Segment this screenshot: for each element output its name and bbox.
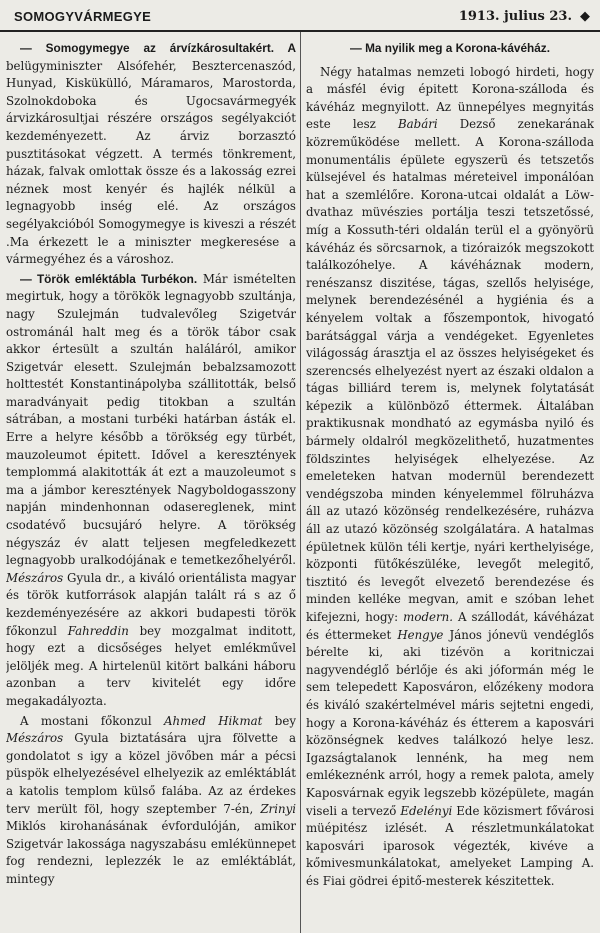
article-body: Már ismételten megirtuk, hogy a törökök legnagyobb szultánja, nagy Szulejmán tudvalevőleg Szigetvár ostrománál halt meg és a török tábor csak akkor értesült a szultán haláláról, amikor Szigetvár elesett. Szulejmán bebalzsamozott holttestét Konstantinápolyba szállitották, belső maradványait pedig titokban a szultán sátrában, a mostani turbéki határban ásták el. Erre a helyre később a törökség egy türbét, mauzoleumot épitett. Idővel a keresztények templommá alakitották át ezt a mauzoleumot s ma a jámbor keresztények Nagyboldogasszony napján mindenhonnan odasereglenek, mint csodatévő bucsujáró helyre. A törökség négyszáz év alatt teljesen megfeledkezett legnagyobb uralkodójának e temetkezőhelyéről. [6,271,296,568]
article-body: A mostani főkonzul [20,713,152,728]
article-heading-line [306,40,594,58]
diamond-icon: ◆ [580,9,590,24]
article-heading: — Ma nyilik meg a Korona-kávéház. [350,41,550,55]
article-paragraph [6,713,296,889]
article-body: belügyminiszter Alsófehér, Besztercenaszód, Hunyad, Kiskükülló, Máramaros, Marostorda, Szolnokdoboka és Ugocsavármegyék árvizkárosultjai részére országos segélyakciót kezdeményezett. Az árviz borzasztó pusztitásokat végzett. A termés tönkrement, házak, falvak omlottak össze és a lakosság ezrei néznek most kenyér és hajlék nélkül a legnagyobb inség elé. Az országos segélyakcióból Somogymegye is kiveszi a részét .Ma érkezett le a miniszter megkeresése a vármegyéhez és a városhoz. [6,58,296,267]
article-body: Gyula biztatására ujra fölvette a gondolatot s igy a közel jövőben már a pécsi püspök elhelyezésével elhelyezik az emléktáblát a katolis templom külső falába. Az az érdekes terv merült föl, hogy szeptember 7-én, [6,731,296,816]
article-heading: — Somogymegye az árvízkárosultakért. A [20,41,296,55]
left-column [6,40,296,933]
person-name: Mészáros [6,570,64,585]
article-heading: — Török emléktábla Turbékon. [20,271,198,286]
person-name: Edelényi [400,803,453,818]
emphasis-word: modern. [403,610,453,624]
page-header [0,0,600,32]
person-name: Zrinyi [260,801,296,816]
article-turkish-plaque [6,271,296,711]
column-divider [300,32,301,933]
article-body: A szállodát, kávéházat és éttermeket [306,610,594,642]
issue-date: 1913. julius 23. [458,9,572,24]
person-name: Fahreddin [67,623,129,638]
article-body: Miklós kirohanásának évfordulóján, amikor Szigetvár lakossága nagyszabásu emlékünnepet fog rendezni, leplezzék le az emléktáblát, mintegy [6,819,296,886]
article-body: János jónevü vendéglős bérelte ki, aki tizévön a koritniczai nagyvendéglő bérlője és aki jóformán még le sem telepedett Kaposváron, előzékeny modora és kiváló szakértelmével máris sejtetni engedi, hogy a Korona-kávéház és étterem a kaposvári közönségnek kedves találkozó helye lesz. Igazságtalanok lennénk, ha meg nem emlékeznénk arról, hogy a remek palota, amely Kaposvárnak egyik legszebb középülete, magán viseli a tervező [306,627,594,818]
right-column [306,40,594,933]
person-name: Mészáros [6,731,64,746]
article-korona-cafe [306,64,594,891]
person-name: Hengye [397,627,444,642]
article-flood-relief [6,40,296,269]
article-body: bey [274,713,296,728]
person-name: Ahmed Hikmat [164,713,263,728]
article-body: Négy hatalmas nemzeti lobogó hirdeti, hogy a másfél évig épitett Korona-szálloda és kávéház megnyilott. Az ünnepélyes megnyitás este lesz [306,64,594,132]
article-body: Dezső zenekarának közreműködése mellett. A Korona-szálloda monumentális épülete egyszerü és tetszetős külsejével és hatalmas méreteivel imponálóan hat a szemlélőre. Korona-utcai oldalát a Löw-dvathaz müvészies portálja teszi tetszetőssé, míg a Kossuth-téri oldalán terül el a gyönyörü kávéház és sörcsarnok, a tizóraizók megszokott találkozóhelye. A kávéháznak modern, renészansz diszitése, tágas, szellős helyisége, melynek berendezésénél a hygiénia és a kényelem voltak a főszempontok, hivogató barátsággal várja a vendégeket. Egyenletes világosság árasztja el az összes helyiségeket és szerencsés elhelyezést nyert az északi oldalon a tágas billiárd terem is, melynek folytatását képezik a különböző éttermek. Általában praktikusnak mondható az egymásba nyiló és bármely oldalról megközelithető, huzatmentes földszintes helyiségek elhelyezése. Az emeleteken hatvan modernül berendezett vendégszoba minden kényelemmel fölruházva áll az utazó közönség rendelkezésére, ruházva áll az utazó közönség szolgálatára. A hatalmas épületnek külön téli kertje, nyári kerthelyisége, központi fütőkészüléke, levegőt melegitő, tisztitó és levegőt elvezető berendezése és minden kelléke megvan, amit e szóban lehet kifejezni, hogy: [306,117,594,624]
article-body: Gyula dr., a kiváló orientálista magyar és török kutforrások alapján talált rá s az ő kezdeményezésére az akkori budapesti török főkonzul [6,570,296,638]
article-body: Ede közismert fővárosi müépitész izlését. A részletmunkálatokat kaposvári iparosok végezték, kivéve a kőmivesmunkálatokat, amelyeket Lamping A. és Fiai gödrei épitő-mesterek készitettek. [306,803,594,888]
masthead: SOMOGYVÁRMEGYE [14,9,152,24]
article-body: bey mozgalmat inditott, hogy ezt a dicsőséges helyet emlékművel jelöljék meg. A hirtelenül kitört balkáni háboru azonban a terv kivitelét egy időre megakadályozta. [6,623,296,708]
person-name: Babári [397,117,438,132]
